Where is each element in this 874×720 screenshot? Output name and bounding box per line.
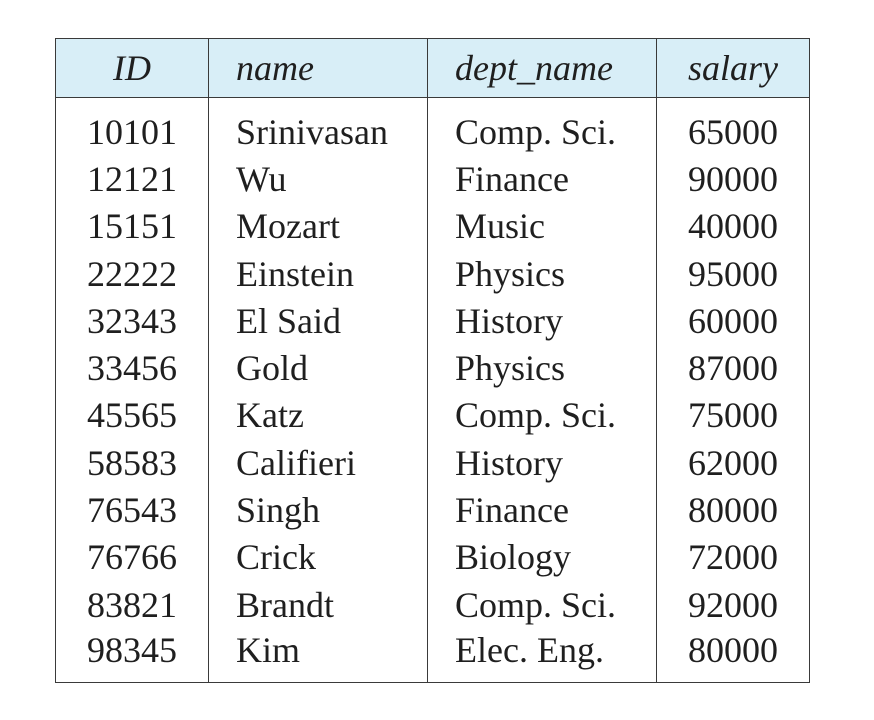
cell-salary: 80000 — [657, 486, 810, 533]
table-row — [56, 344, 810, 391]
cell-name: Katz — [209, 392, 428, 439]
cell-name: El Said — [209, 297, 428, 344]
column-header-name: name — [209, 39, 428, 98]
cell-id: 45565 — [56, 392, 209, 439]
cell-id: 58583 — [56, 439, 209, 486]
table-row — [56, 628, 810, 683]
cell-salary: 90000 — [657, 155, 810, 202]
table-body — [56, 98, 810, 683]
cell-dept-name: Finance — [428, 155, 657, 202]
table-row — [56, 439, 810, 486]
header-gap — [56, 98, 810, 107]
cell-id: 12121 — [56, 155, 209, 202]
cell-salary: 60000 — [657, 297, 810, 344]
header-row — [56, 39, 810, 98]
cell-name: Singh — [209, 486, 428, 533]
cell-dept-name: History — [428, 297, 657, 344]
table-row — [56, 581, 810, 628]
cell-dept-name: Music — [428, 203, 657, 250]
table-row — [56, 155, 810, 202]
instructor-table — [55, 38, 810, 683]
cell-dept-name: Physics — [428, 344, 657, 391]
cell-name: Gold — [209, 344, 428, 391]
table-row — [56, 250, 810, 297]
table-row — [56, 106, 810, 155]
cell-name: Crick — [209, 534, 428, 581]
column-header-id: ID — [56, 39, 209, 98]
cell-dept-name: Finance — [428, 486, 657, 533]
table-row — [56, 203, 810, 250]
cell-dept-name: Comp. Sci. — [428, 581, 657, 628]
table-row — [56, 297, 810, 344]
cell-id: 76543 — [56, 486, 209, 533]
cell-dept-name: Physics — [428, 250, 657, 297]
cell-name: Wu — [209, 155, 428, 202]
cell-name: Srinivasan — [209, 106, 428, 155]
cell-salary: 87000 — [657, 344, 810, 391]
table-row — [56, 392, 810, 439]
cell-salary: 40000 — [657, 203, 810, 250]
cell-salary: 72000 — [657, 534, 810, 581]
cell-dept-name: Biology — [428, 534, 657, 581]
cell-dept-name: Comp. Sci. — [428, 106, 657, 155]
table-row — [56, 486, 810, 533]
cell-name: Kim — [209, 628, 428, 683]
cell-salary: 62000 — [657, 439, 810, 486]
column-header-dept-name: dept_name — [428, 39, 657, 98]
cell-dept-name: Elec. Eng. — [428, 628, 657, 683]
cell-salary: 75000 — [657, 392, 810, 439]
table-header — [56, 39, 810, 98]
cell-name: Mozart — [209, 203, 428, 250]
cell-id: 32343 — [56, 297, 209, 344]
cell-name: Einstein — [209, 250, 428, 297]
cell-salary: 80000 — [657, 628, 810, 683]
column-header-salary: salary — [657, 39, 810, 98]
cell-name: Califieri — [209, 439, 428, 486]
cell-id: 10101 — [56, 106, 209, 155]
cell-salary: 65000 — [657, 106, 810, 155]
cell-id: 15151 — [56, 203, 209, 250]
cell-id: 76766 — [56, 534, 209, 581]
cell-id: 22222 — [56, 250, 209, 297]
cell-salary: 95000 — [657, 250, 810, 297]
cell-id: 83821 — [56, 581, 209, 628]
cell-dept-name: Comp. Sci. — [428, 392, 657, 439]
cell-id: 33456 — [56, 344, 209, 391]
cell-id: 98345 — [56, 628, 209, 683]
cell-salary: 92000 — [657, 581, 810, 628]
cell-dept-name: History — [428, 439, 657, 486]
table-row — [56, 534, 810, 581]
cell-name: Brandt — [209, 581, 428, 628]
